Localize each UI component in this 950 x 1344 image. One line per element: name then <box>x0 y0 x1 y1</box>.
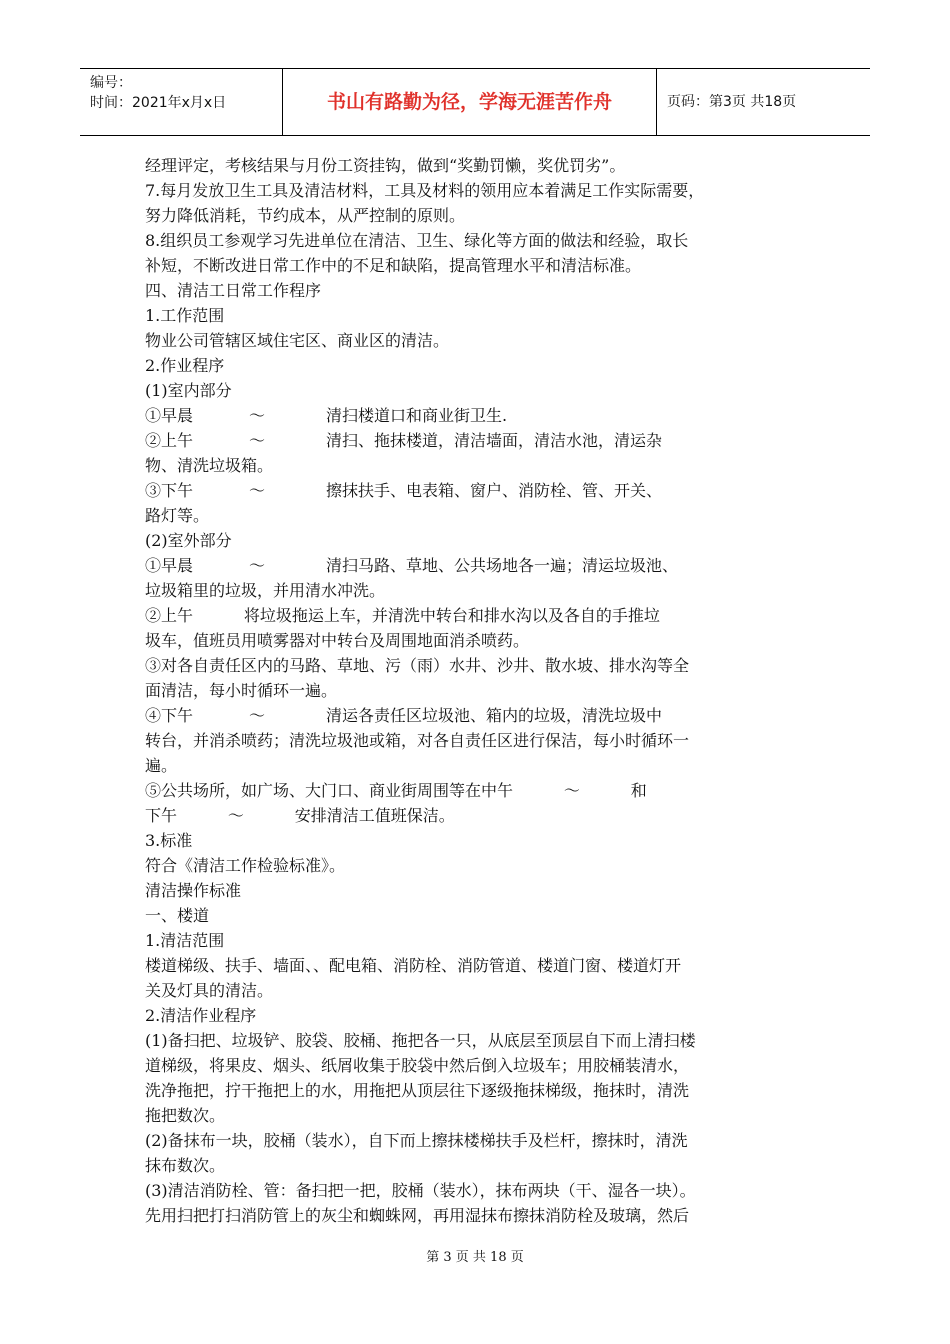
body-line: 抹布数次。 <box>145 1156 226 1175</box>
page-footer: 第 3 页 共 18 页 <box>426 1250 524 1265</box>
document-number-label: 编号： <box>90 75 132 91</box>
header-meta <box>80 69 283 135</box>
body-line: ②上午 将垃圾拖运上车，并清洗中转台和排水沟以及各自的手推垃 <box>145 606 660 625</box>
body-line: ②上午 ～ 清扫、拖抹楼道，清洁墙面，清洁水池，清运杂 <box>145 431 662 450</box>
section-heading: 清洁操作标准 <box>145 881 242 900</box>
header-page-number: 页码：第3页 共18页 <box>667 94 797 110</box>
body-line: 7.每月发放卫生工具及清洁材料，工具及材料的领用应本着满足工作实际需要， <box>145 181 705 200</box>
body-line: 路灯等。 <box>145 506 210 525</box>
body-line: 努力降低消耗，节约成本，从严控制的原则。 <box>145 206 466 225</box>
subsection-heading: 1.工作范围 <box>145 306 225 325</box>
section-heading: 四、清洁工日常工作程序 <box>145 281 322 300</box>
body-line: 先用扫把打扫消防管上的灰尘和蜘蛛网，再用湿抹布擦抹消防栓及玻璃，然后 <box>145 1206 690 1225</box>
subsection-heading: 2.作业程序 <box>145 356 225 375</box>
body-line: 拖把数次。 <box>145 1106 226 1125</box>
body-line: 8.组织员工参观学习先进单位在清洁、卫生、绿化等方面的做法和经验，取长 <box>145 231 689 250</box>
page-header <box>80 68 870 136</box>
body-line: ①早晨 ～ 清扫楼道口和商业街卫生. <box>145 406 508 425</box>
body-line: (3)清洁消防栓、管：备扫把一把，胶桶（装水），抹布两块（干、湿各一块）。 <box>145 1181 696 1200</box>
section-heading: 一、楼道 <box>145 906 210 925</box>
body-line: 面清洁，每小时循环一遍。 <box>145 681 338 700</box>
body-line: (2)备抹布一块，胶桶（装水），自下而上擦抹楼梯扶手及栏杆，擦抹时，清洗 <box>145 1131 688 1150</box>
body-line: ③下午 ～ 擦抹扶手、电表箱、窗户、消防栓、管、开关、 <box>145 481 662 500</box>
body-line: 下午 ～ 安排清洁工值班保洁。 <box>145 806 455 825</box>
subsection-heading: (1)室内部分 <box>145 381 232 400</box>
body-line: 垃圾箱里的垃圾，并用清水冲洗。 <box>145 581 386 600</box>
body-line: 遍。 <box>145 756 178 775</box>
body-line: 物业公司管辖区域住宅区、商业区的清洁。 <box>145 331 450 350</box>
subsection-heading: 2.清洁作业程序 <box>145 1006 257 1025</box>
document-date: 时间：2021年x月x日 <box>90 95 227 111</box>
body-line: ④下午 ～ 清运各责任区垃圾池、箱内的垃圾，清洗垃圾中 <box>145 706 662 725</box>
body-line: ⑤公共场所，如广场、大门口、商业街周围等在中午 ～ 和 <box>145 781 647 800</box>
body-line: 洗净拖把，拧干拖把上的水，用拖把从顶层往下逐级拖抹梯级，拖抹时，清洗 <box>145 1081 690 1100</box>
subsection-heading: (2)室外部分 <box>145 531 232 550</box>
subsection-heading: 1.清洁范围 <box>145 931 225 950</box>
body-line: 补短，不断改进日常工作中的不足和缺陷，提高管理水平和清洁标准。 <box>145 256 642 275</box>
body-line: 关及灯具的清洁。 <box>145 981 274 1000</box>
body-line: 圾车，值班员用喷雾器对中转台及周围地面消杀喷药。 <box>145 631 530 650</box>
body-line: 楼道梯级、扶手、墙面、、配电箱、消防栓、消防管道、楼道门窗、楼道灯开 <box>145 956 682 975</box>
body-line: ③对各自责任区内的马路、草地、污（雨）水井、沙井、散水坡、排水沟等全 <box>145 656 690 675</box>
body-line: 转台，并消杀喷药；清洗垃圾池或箱，对各自责任区进行保洁，每小时循环一 <box>145 731 690 750</box>
document-body <box>145 153 815 1228</box>
body-line: 符合《清洁工作检验标准》。 <box>145 856 346 875</box>
body-line: 经理评定，考核结果与月份工资挂钩，做到“奖勤罚懒，奖优罚劣”。 <box>145 156 626 175</box>
body-line: ①早晨 ～ 清扫马路、草地、公共场地各一遍；清运垃圾池、 <box>145 556 678 575</box>
subsection-heading: 3.标准 <box>145 831 193 850</box>
body-line: (1)备扫把、垃圾铲、胶袋、胶桶、拖把各一只，从底层至顶层自下而上清扫楼 <box>145 1031 696 1050</box>
header-motto: 书山有路勤为径，学海无涯苦作舟 <box>283 69 657 135</box>
body-line: 道梯级，将果皮、烟头、纸屑收集于胶袋中然后倒入垃圾车；用胶桶装清水， <box>145 1056 690 1075</box>
body-line: 物、清洗垃圾箱。 <box>145 456 274 475</box>
